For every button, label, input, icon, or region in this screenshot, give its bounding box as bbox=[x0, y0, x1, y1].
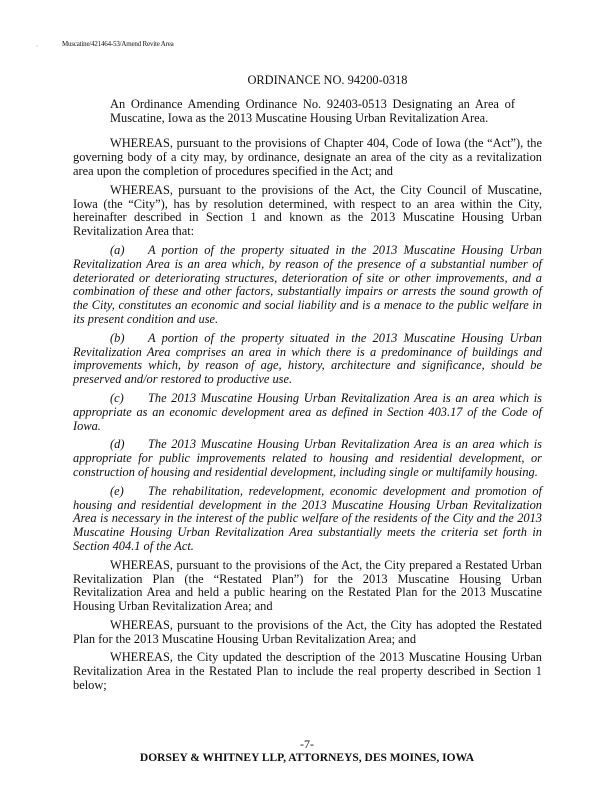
item-text: A portion of the property situated in the 2013 Muscatine Housing Urban Revitalization Area is an area which, by reason of the presence of a substantial number of deteriorated or deteriorating structures, deterioration of site or other improvements, and a combination of these and other factors, substantially impairs or arrests the sound growth of the City, constitutes an economic and social liability and is a menace to the public welfare in its present condition and use. bbox=[73, 242, 542, 326]
item-label: (c) bbox=[110, 390, 124, 405]
whereas-paragraph: WHEREAS, pursuant to the provisions of the Act, the City Council of Muscatine, Iowa (the “City”), has by resolution determined, with respect to an area within the City, hereinafter described in Section 1 and known as the 2013 Muscatine Housing Urban Revitalization Area that: bbox=[73, 182, 542, 239]
page-number: -7- bbox=[300, 736, 314, 751]
ordinance-title: ORDINANCE NO. 94200-0318 bbox=[247, 73, 408, 87]
finding-item bbox=[73, 438, 542, 479]
finding-item bbox=[73, 392, 542, 433]
item-label: (b) bbox=[110, 330, 125, 345]
margin-mark: · bbox=[36, 44, 38, 50]
finding-item bbox=[73, 485, 542, 554]
item-text: The 2013 Muscatine Housing Urban Revitalization Area is an area which is appropriate for public improvements related to housing and residential development, or construction of housing and residential development, including single or multifamily housing. bbox=[73, 437, 542, 479]
footer-firm: DORSEY & WHITNEY LLP, ATTORNEYS, DES MOINES, IOWA bbox=[139, 751, 475, 764]
item-text: The rehabilitation, redevelopment, economic development and promotion of housing and residential development in the 2013 Muscatine Housing Urban Revitalization Area is necessary in the interest of the public welfare of the residents of the City and the 2013 Muscatine Housing Urban Revitalization Area substantially meets the criteria set forth in Section 404.1 of the Act. bbox=[73, 483, 542, 553]
whereas-paragraph: WHEREAS, pursuant to the provisions of Chapter 404, Code of Iowa (the “Act”), the governing body of a city may, by ordinance, designate an area of the city as a revitalization area upon the completion of procedures specified in the Act; and bbox=[73, 136, 542, 178]
item-text: The 2013 Muscatine Housing Urban Revitalization Area is an area which is appropriate as an economic development area as defined in Section 403.17 of the Code of Iowa. bbox=[73, 390, 542, 433]
item-label: (d) bbox=[110, 437, 125, 452]
item-label: (e) bbox=[110, 483, 124, 498]
whereas-paragraph: WHEREAS, the City updated the description of the 2013 Muscatine Housing Urban Revitalization Area in the Restated Plan to include the real property described in Section 1 below; bbox=[73, 650, 542, 693]
file-reference: Muscatine/421464-53/Amend Revite Area bbox=[62, 40, 174, 48]
item-text: A portion of the property situated in the 2013 Muscatine Housing Urban Revitalization Area comprises an area in which there is a predominance of buildings and improvements which, by reason of age, history, architecture and significance, should be preserved and/or restored to productive use. bbox=[73, 330, 542, 387]
whereas-paragraph: WHEREAS, pursuant to the provisions of the Act, the City has adopted the Restated Plan for the 2013 Muscatine Housing Urban Revitalization Area; and bbox=[73, 617, 542, 646]
finding-item bbox=[73, 244, 542, 327]
whereas-paragraph: WHEREAS, pursuant to the provisions of the Act, the City prepared a Restated Urban Revitalization Plan (the “Restated Plan”) for the 2013 Muscatine Housing Urban Revitalization Area and held a public hearing on the Restated Plan for the 2013 Muscatine Housing Urban Revitalization Area; and bbox=[73, 557, 542, 614]
ordinance-intro: An Ordinance Amending Ordinance No. 92403-0513 Designating an Area of Muscatine, Iowa as the 2013 Muscatine Housing Urban Revitalization Area. bbox=[110, 96, 515, 125]
finding-item bbox=[73, 332, 542, 387]
item-label: (a) bbox=[110, 242, 125, 257]
document-body bbox=[73, 74, 542, 693]
